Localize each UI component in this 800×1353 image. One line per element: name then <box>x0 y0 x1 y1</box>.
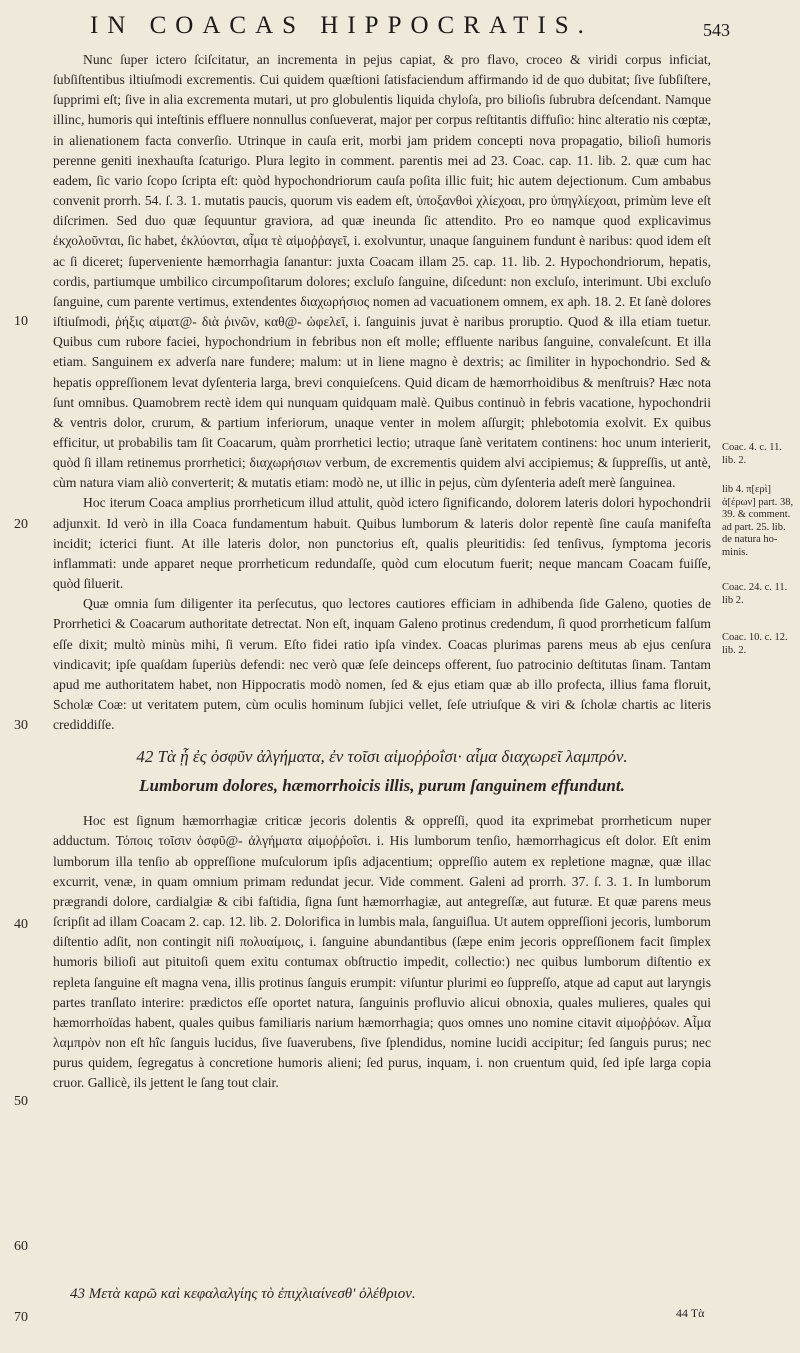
margin-note: lib 4. π[ερὶ] ἀ[έρων] part. 38, 39. & comment. ad part. 25. lib. de natura ho-minis. <box>722 484 794 558</box>
commentary-paragraph: Hoc est ſignum hæmorrhagiæ criticæ jecoris dolentis & oppreſſi, quod ita exprimebat prorrheticum nuper adductum. Τόποις τοῖσιν ὀσφῦ@- ἀλγήματα αἱμοῤῥοΐσι. i. His lumborum tenſio, hæmorrhagicus eſt dolor. Eſt enim lumborum illa tenſio ab oppreſſione muſculorum ipſis adjacentium; oppreſſio autem ex repletione magnæ, quæ illac excurrit, venæ, in quam omnium primam redundat jecur. Vide comment. Galeni ad prorrh. 37. ſ. 3. 1. In lumborum prægrandi dolore, cardialgiæ & cibi faſtidia, ſigna ſunt hæmorrhagiæ, aut antegreſſæ, aut futuræ. Et quæ parens meus ſcripſit ad illam Coacam 2. cap. 12. lib. 2. Dolorifica in lumbis mala, ſanguiſlua. Ut autem oppreſſioni jecoris, lumborum diſtentio adſit, non contingit niſi πολυαίμοις, i. ſanguine abundantibus (ſæpe enim jecoris oppreſſionem facit ſimplex humoris bilioſi aut pituitoſi quem exitu contumax obſtructio impedit, collectio:) nec quibus lumborum diſtentio ex repleta ſanguine eſt magna vena, illis protinus ſanguis erumpit: viſuntur plurimi eo ſuppreſſo, atque ad caput aut laryngis partes tranſlato interire: prædictos eſſe oportet natura, ſanguinis profluvio alicui obnoxia, quales mulieres, quales qui hæmorrhoïdas habent, quales quibus familiaris narium hæmorrhagia; quos omnes uno nomine citavit αἱμοῤῥόων. Αἷμα λαμπρὸν non eſt hîc ſanguis lucidus, ſive ſuaverubens, ſive ſplendidus, nomine lucidi accipitur; ſed ſanguis purus; nec purus quidem, ſegregatus à concretione humoris alieni; ſed purus, inquam, i. non cruentum quid, ſed ipſe larga copia cruor. Gallicè, ils jettent le ſang tout clair. <box>53 813 711 1091</box>
aphorism-heading-latin: Lumborum dolores, hæmorrhoicis illis, purum ſanguinem effundunt. <box>139 776 625 796</box>
margin-note: Coac. 10. c. 12. lib. 2. <box>722 632 788 656</box>
line-number: 60 <box>14 1239 28 1254</box>
page-header <box>90 8 730 48</box>
line-number: 70 <box>14 1310 28 1325</box>
main-text-block <box>53 50 711 1094</box>
margin-notes <box>722 0 798 1353</box>
line-number: 20 <box>14 517 28 532</box>
line-number: 30 <box>14 718 28 733</box>
page-number: 543 <box>703 20 730 40</box>
line-number-column <box>0 0 40 1353</box>
paragraph: Nunc ſuper ictero ſciſcitatur, an incrementa in pejus capiat, & pro flavo, croceo & viridi corpus inficiat, ſubſiſtentibus iltiuſmodi excrementis. Cui quidem quæſtioni ſatisfaciendum affirmando id de quo dubitat; ſive ſubſiſtere, ſupprimi eſt; ſive in alia excrementa mutari, ut pro globulentis liquida chyloſa, pro bilioſis ſubrubra deſcendant. Namque illinc, humoris qui inteſtinis effluere nonnullus conſueverat, major per corpus reſtitantis diffuſio: hinc alteratio nis cœptæ, in alienationem facta converſio. Utrinque in cauſa erit, morbi jam pridem concepti nova propagatio, bilioſi humoris perenne geniti inexhauſta ſcaturigo. Plura legito in comment. parentis mei ad 23. Coac. cap. 11. lib. 2. quæ cum hac eadem, ſic vario ſcopo ſcripta eſt: quòd hypochondriorum cauſa poſita illic fuit; hic autem dejectionum. Cum ambabus convenit prorrh. 54. ſ. 3. 1. mutatis paucis, quorum vis eadem eſt, ὑποξανθοὶ χλίεχοαι, pro ὑπηγλίεχοαι, primùm leve eſt diſcrimen. Sed duo quæ ſequuntur graviora, ad quæ ineunda ſic attendito. Pro eo namque quod explicavimus ἐκχολοῦνται, ſic habet, ἐκλύονται, αἷμα τὲ αἱμοῤῥαγεῖ, i. exolvuntur, unaque ſanguinem fundunt è naribus: quod idem eſt ac ſi diceret; ſuperveniente hæmorrhagia ſanantur: juxta Coacam illam 25. cap. 11. lib. 2. Hypochondriorum, hepatis, cordis, partiumque umbilico circumpoſitarum dolores; excluſo ſanguine, diſcedunt: non excluſo, interimunt. Ubi excluſo ſanguine, cum parente vertimus, extendentes διαχωρήσιος nomen ad vacuationem omnem, ex aph. 18. 2. Et ſanè dolores iſtiuſmodi, ῥήξις αἱματ@- διὰ ῥινῶν, καθ@- ὠφελεῖ, i. ſanguinis juvat è naribus proruptio. Quod & illa etiam tuetur. Quibus cum rubore faciei, hypochondrium in febribus non eſt molle; effluente naribus ſanguine, convaleſcunt. Et illa etiam. Sanguinem ex adverſa nare fundere; malum: ut in liene magno è dextris; ac ſimiliter in hypochondrio. Sed & hepatis oppreſſionem levat dyſenteria larga, brevi conquieſcens. Quid dicam de hæmorrhoidibus & menſtruis? Hæc nota ſunt omnibus. Quamobrem rectè idem qui nunquam quidquam malè. Quibus continuò in febris vacatione, hypochondrii & ventris dolor, crurum, & partium inferiorum, unaque venter in molem aſſurgit; phlebotomia exolvit. Ex quibus efficitur, ut probabilis tam ſit Coacarum, quàm prorrhetici lectio; utraque ſanè veritatem continens: hoc unum interierit, quòd ſi illam retinemus prorrhetici; διαχωρήσιων verbum, de excrementis quidem alvi accipiemus; & ſuppreſſis, ut antè, cùm natura viam aliò converterit; & mutatis etiam: modò ne, ut illic in pejus, cùm dyſenteria adeſt merè ſanguinea. <box>53 52 711 491</box>
paragraph: Quæ omnia ſum diligenter ita perſecutus, quo lectores cautiores efficiam in adhibenda ſide Galeno, quoties de Prorrhetici & Coacarum authoritate detrectat. Non eſt, inquam Galeno protinus credendum, ſi quod prorrheticum falſum eſſe dixit; multò minùs mihi, ſi verum. Eſto fidei ratio ipſa vindex. Coacas plurimas parens meus ab ejus cenſura vindicavit; ipſe quaſdam ſuperiùs defendi: nec verò quæ ſeſe deinceps offerent, ſuo patrocinio deſtitutas ſinam. Tantam apud me authoritatem habet, non Hippocratis modò nomen, ſed & ejus etiam quæ ab illo profecta, illius fama floruit, Scholæ Coæ: ut veritatem putem, cùm oculis hominum ſubjici vellet, ſeſe utriuſque & viri & ſcholæ chartis ac literis crediddiſſe. <box>53 596 711 733</box>
line-number: 40 <box>14 917 28 932</box>
line-number: 50 <box>14 1094 28 1109</box>
margin-note: Coac. 4. c. 11. lib. 2. <box>722 442 782 466</box>
line-number: 10 <box>14 314 28 329</box>
catchword: 44 Τὰ <box>676 1306 705 1320</box>
aphorism-heading-greek: 42 Τὰ ᾗ ἐς ὀσφῦν ἀλγήματα, ἐν τοῖσι αἱμοῤῥοΐσι· αἷμα διαχωρεῖ λαμπρόν. <box>136 747 628 767</box>
paragraph: Hoc iterum Coaca amplius prorrheticum illud attulit, quòd ictero ſignificando, dolorem lateris dolori hypochondrii adjunxit. Id verò in illa Coaca fundamentum habuit. Quibus lumborum & lateris dolor repentè ſine cauſa manifeſta incidit; icterici fiunt. At ille lateris dolor, non punctorius eſt, qualis pleuritidis: ſed tenſivus, ſymptoma jecoris inflammati: unde apparet neque prorrheticum redundaſſe, quòd cum elocutum fuerit; neque mancam Coacam fuiſſe, quòd ſiluerit. <box>53 495 711 592</box>
running-title: IN COACAS HIPPOCRATIS. <box>90 12 593 39</box>
margin-note: Coac. 24. c. 11. lib 2. <box>722 582 788 606</box>
next-aphorism: 43 Μετὰ καρῶ καὶ κεφαλαλγίης τὸ ἐπιχλιαίνεσθ' ὀλέθριον. <box>70 1286 416 1302</box>
